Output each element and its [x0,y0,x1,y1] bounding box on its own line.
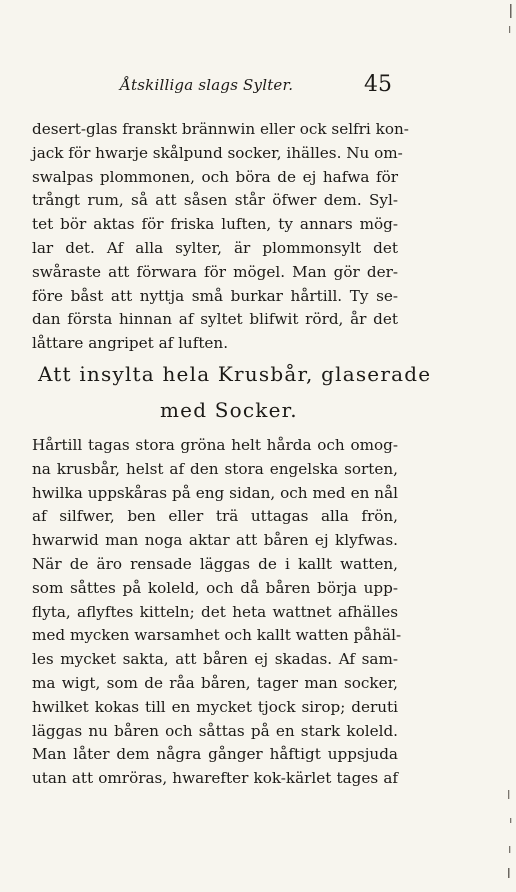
edge-speck [510,818,511,823]
page-number: 45 [364,72,392,97]
text-line: jack för hwarje skålpund socker, ihälles. Nu om- [32,143,403,162]
running-head: Åtskilliga slags Sylter. [120,76,294,94]
paragraph-1 [32,118,409,356]
edge-speck [508,868,510,878]
text-line: som såttes på koleld, och då båren börja upp- [32,578,398,597]
text-line: före båst att nyttja små burkar hårtill. Ty se- [32,286,398,305]
text-line: Hårtill tagas stora gröna helt hårda och omog- [32,436,398,454]
text-line: flyta, aflyftes kitteln; det heta wattnet afhälles [32,602,398,621]
text-line: dan första hinnan af syltet blifwit rörd, år det [32,310,398,329]
text-line: hwilka uppskåras på eng sidan, och med en nål [32,483,398,502]
text-line: med mycken warsamhet och kallt watten påhäl- [32,626,402,645]
text-line: swåraste att förwara för mögel. Man gör der- [32,262,398,281]
edge-speck [509,846,510,853]
text-line: hwilket kokas till en mycket tjock sirop; deruti [32,697,398,716]
text-line: swalpas plommonen, och böra de ej hafwa för [32,167,398,186]
text-line: Man låter dem några gånger håftigt uppsjuda [32,745,398,764]
text-line: lar det. Af alla sylter, är plommonsylt det [32,238,398,257]
text-line: tet bör aktas för friska luften, ty annars mög- [32,215,398,234]
text-line: trångt rum, så att såsen står öfwer dem. Syl- [32,191,398,210]
section-heading: Att insylta hela Krusbår, glaserade [38,362,432,386]
text-line: desert-glas franskt brännwin eller ock selfri kon- [32,120,409,138]
text-line: låttare angripet af luften. [32,334,229,353]
edge-speck [508,790,509,799]
text-line: läggas nu båren och såttas på en stark koleld. [32,721,398,740]
text-line: les mycket sakta, att båren ej skadas. Af sam- [32,650,398,669]
text-line: af silfwer, ben eller trä uttagas alla frön, [32,507,398,526]
paragraph-2 [32,434,402,791]
text-line: När de äro rensade läggas de i kallt watten, [32,554,398,573]
edge-speck [510,4,512,18]
edge-speck [509,26,510,33]
text-line: utan att omröras, hwarefter kok-kärlet tages af [32,769,398,788]
text-line: ma wigt, som de råa båren, tager man socker, [32,673,398,692]
text-line: na krusbår, helst af den stora engelska sorten, [32,459,398,478]
text-line: hwarwid man noga aktar att båren ej klyfwas. [32,531,398,550]
section-heading-continued: med Socker. [160,398,298,422]
page-edge-speckles [496,0,516,892]
